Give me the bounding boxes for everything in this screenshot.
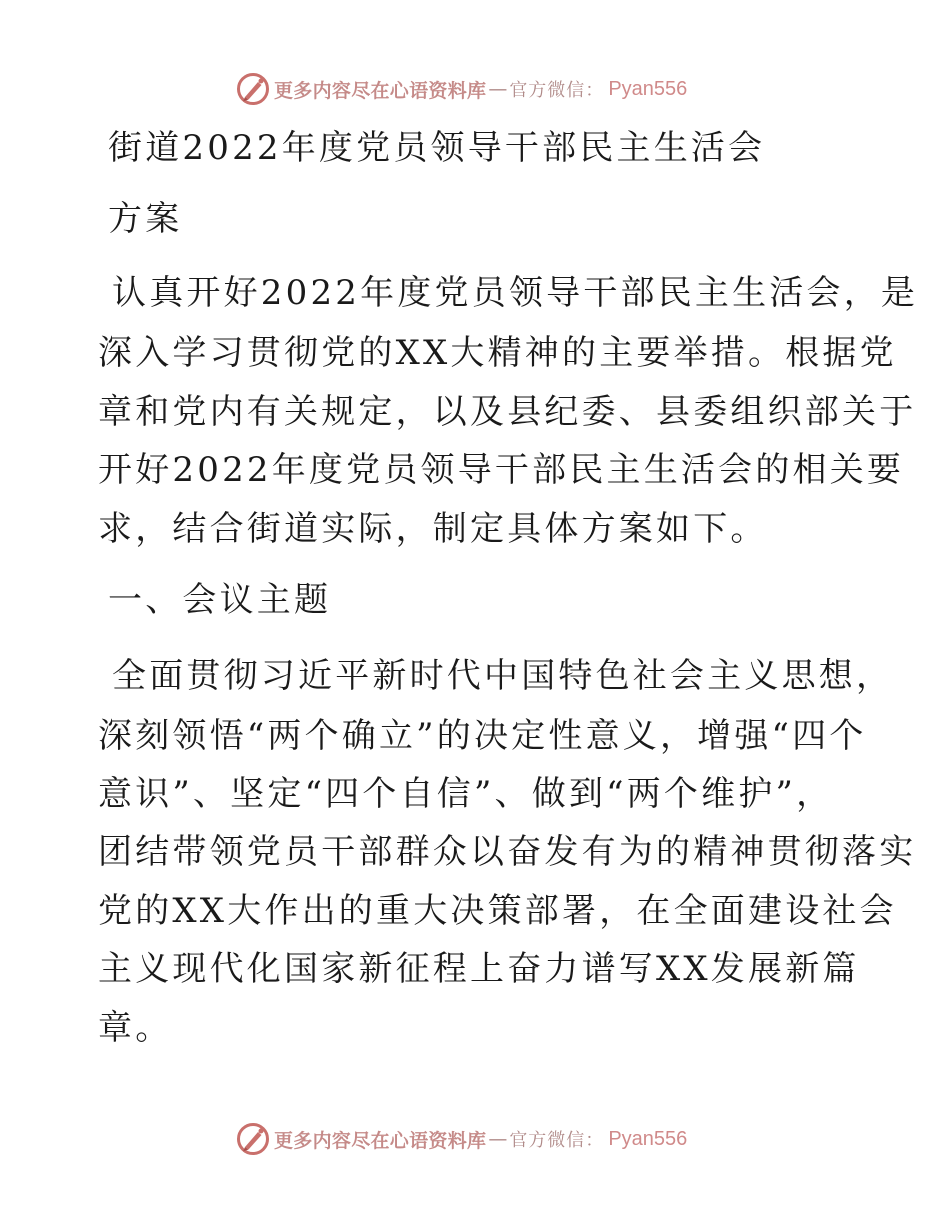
watermark-wechat-label: 官方微信： (509, 1130, 605, 1151)
document-title-line-2: 方案 (108, 199, 183, 239)
section-line-1: 全面贯彻习近平新时代中国特色社会主义思想， (112, 656, 894, 696)
watermark-text: 更多内容尽在心语资料库 (274, 79, 487, 102)
section-line-7: 章。 (98, 1008, 173, 1048)
section-line-2: 深刻领悟“两个确立”的决定性意义，增强“四个 (98, 716, 867, 756)
intro-line-2: 深入学习贯彻党的XX大精神的主要举措。根据党 (98, 333, 897, 373)
section-line-4: 团结带领党员干部群众以奋发有为的精神贯彻落实 (98, 832, 917, 872)
document-title-line-1: 街道2022年度党员领导干部民主生活会 (108, 128, 766, 168)
intro-line-3: 章和党内有关规定，以及县纪委、县委组织部关于 (98, 392, 917, 432)
watermark-wechat-id: Pyan556 (608, 77, 688, 100)
pen-logo-icon (236, 1122, 270, 1156)
watermark-banner-bottom (236, 1122, 687, 1156)
intro-line-5: 求，结合街道实际，制定具体方案如下。 (98, 509, 768, 549)
intro-line-4: 开好2022年度党员领导干部民主生活会的相关要 (98, 450, 905, 490)
pen-logo-icon (236, 72, 270, 106)
watermark-dash: — (488, 1128, 508, 1150)
watermark-text: 更多内容尽在心语资料库 (274, 1129, 487, 1152)
section-heading: 一、会议主题 (108, 580, 332, 620)
watermark-dash: — (488, 78, 508, 100)
watermark-wechat-id: Pyan556 (608, 1127, 688, 1150)
section-line-5: 党的XX大作出的重大决策部署，在全面建设社会 (98, 891, 897, 931)
watermark-banner-top (236, 72, 687, 106)
watermark-wechat-label: 官方微信： (509, 80, 605, 101)
section-line-6: 主义现代化国家新征程上奋力谱写XX发展新篇 (98, 949, 860, 989)
section-line-3: 意识”、坚定“四个自信”、做到“两个维护”， (98, 774, 834, 814)
intro-line-1: 认真开好2022年度党员领导干部民主生活会，是 (112, 273, 919, 313)
